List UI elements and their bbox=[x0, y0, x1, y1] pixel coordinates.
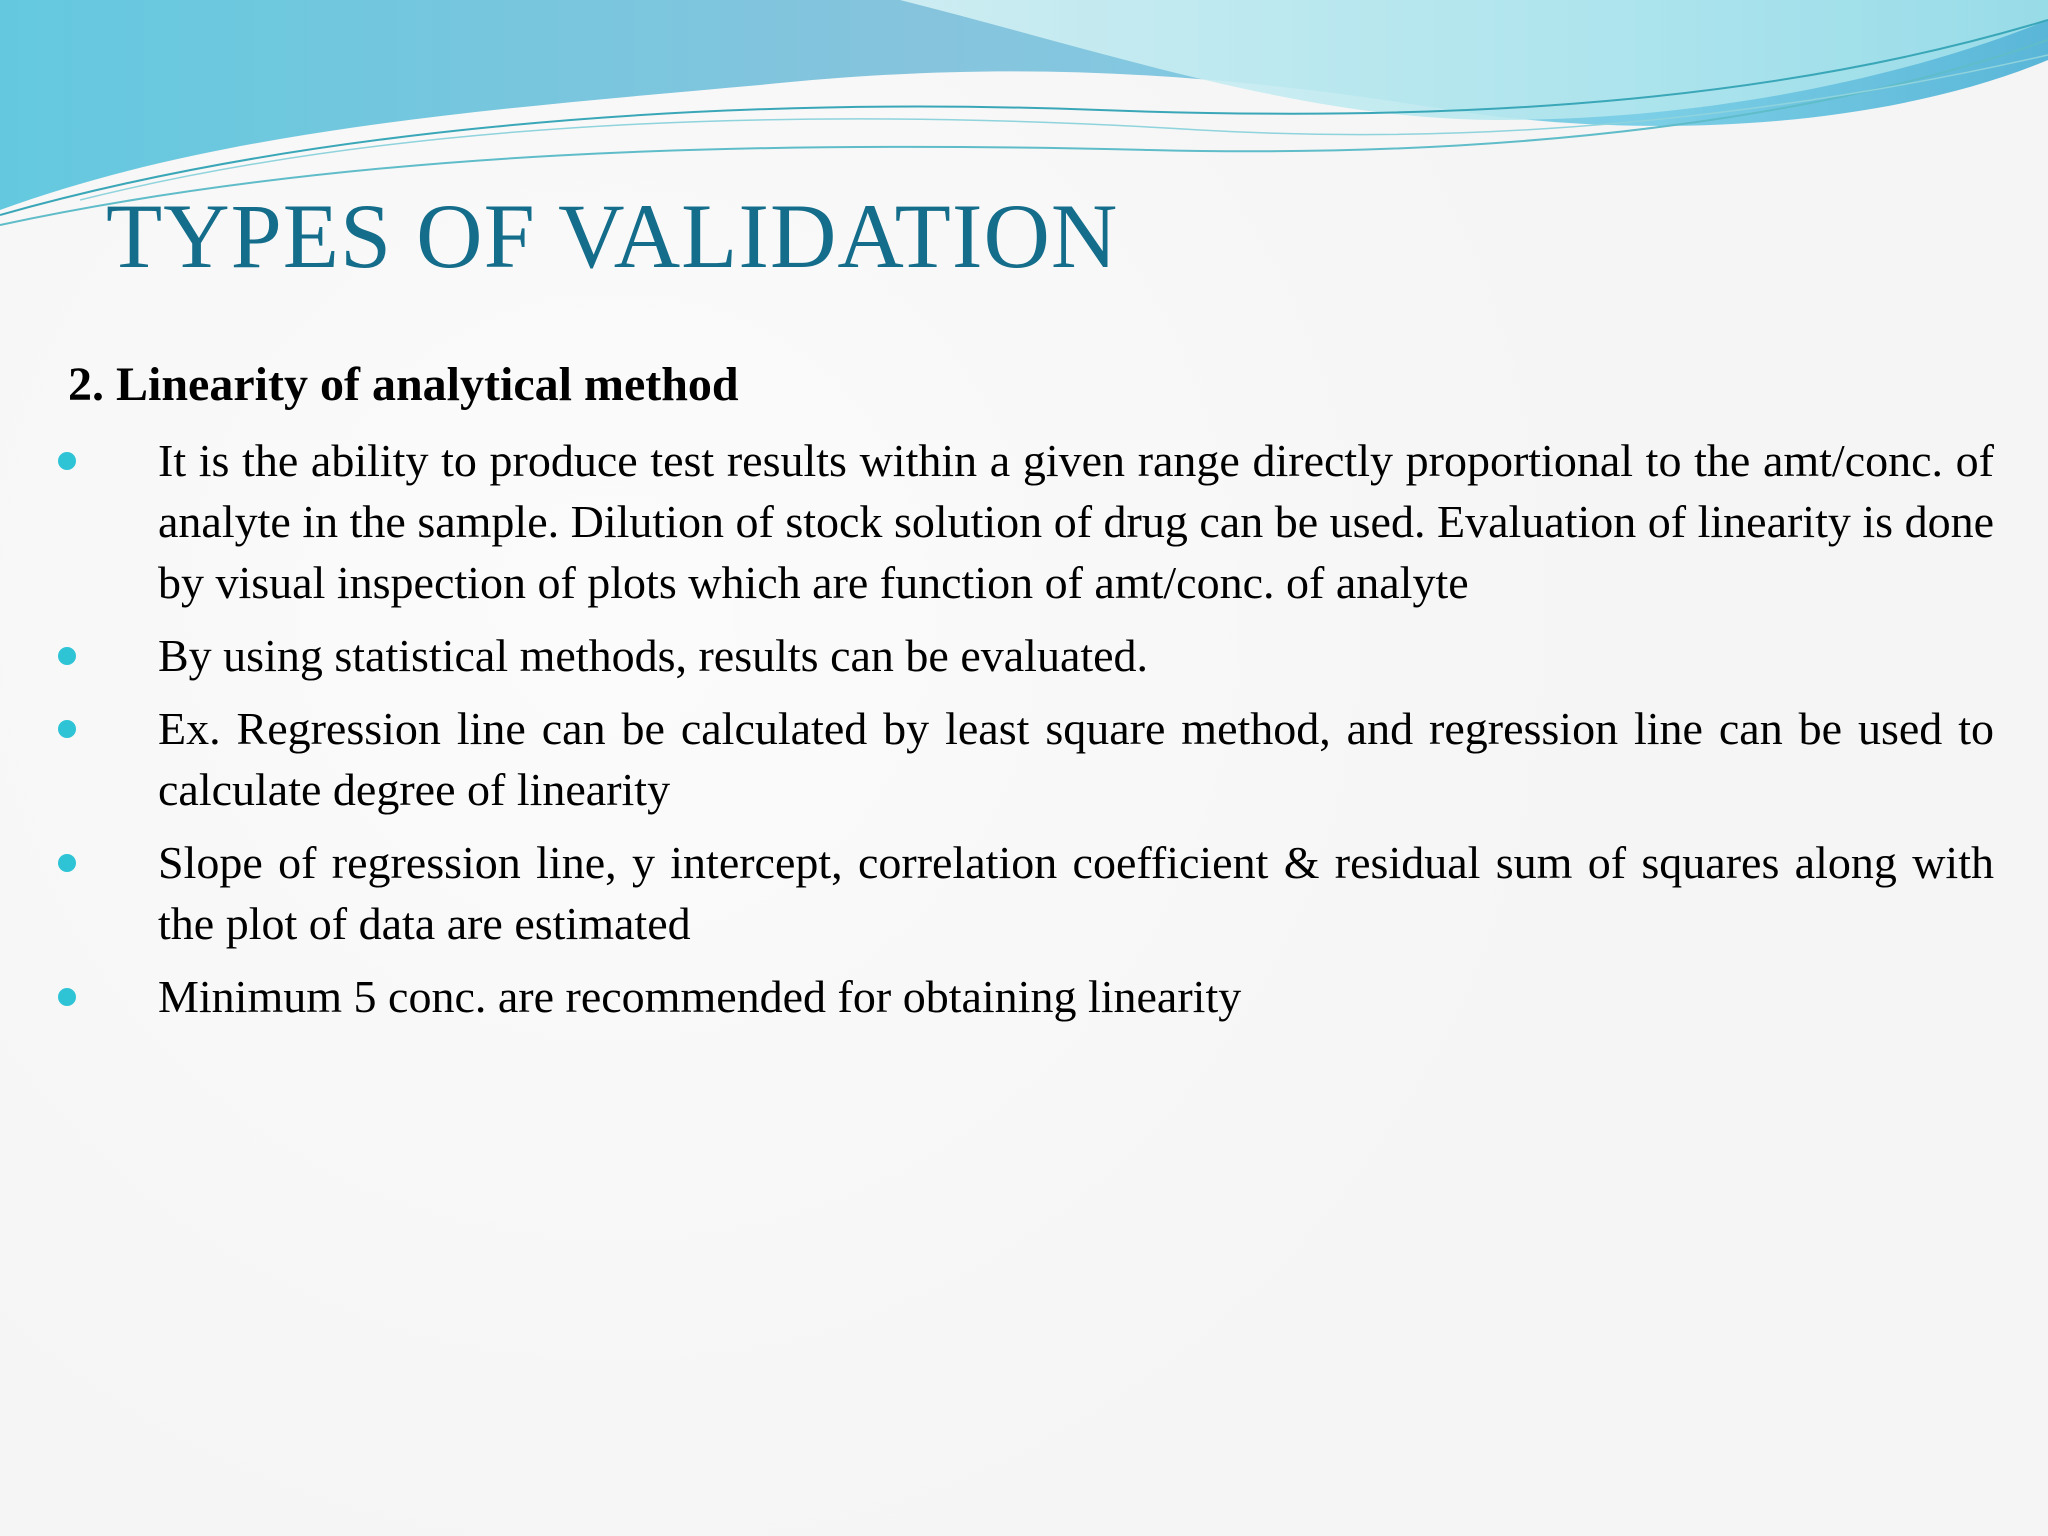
bullet-icon bbox=[58, 720, 76, 738]
bullet-icon bbox=[58, 452, 76, 470]
list-item bbox=[0, 966, 2048, 1027]
bullet-list bbox=[0, 430, 2048, 1039]
slide-title: TYPES OF VALIDATION bbox=[106, 185, 1119, 287]
bullet-icon bbox=[58, 647, 76, 665]
list-item bbox=[0, 698, 2048, 820]
bullet-text: Minimum 5 conc. are recommended for obtaining linearity bbox=[158, 971, 1242, 1022]
list-item bbox=[0, 625, 2048, 686]
bullet-text: By using statistical methods, results can be evaluated. bbox=[158, 630, 1149, 681]
bullet-text: Ex. Regression line can be calculated by least square method, and regression line can be used to calculate degree of linearity bbox=[158, 703, 1994, 815]
list-item bbox=[0, 832, 2048, 954]
bullet-icon bbox=[58, 854, 76, 872]
list-item bbox=[0, 430, 2048, 613]
bullet-text: Slope of regression line, y intercept, correlation coefficient & residual sum of squares along with the plot of data are estimated bbox=[158, 837, 1994, 949]
section-heading: 2. Linearity of analytical method bbox=[68, 358, 739, 411]
bullet-icon bbox=[58, 988, 76, 1006]
bullet-text: It is the ability to produce test results within a given range directly proportional to the amt/conc. of analyte in the sample. Dilution of stock solution of drug can be used. Evaluation of linearity is done by visual inspection of plots which are function of amt/conc. of analyte bbox=[158, 435, 1994, 608]
